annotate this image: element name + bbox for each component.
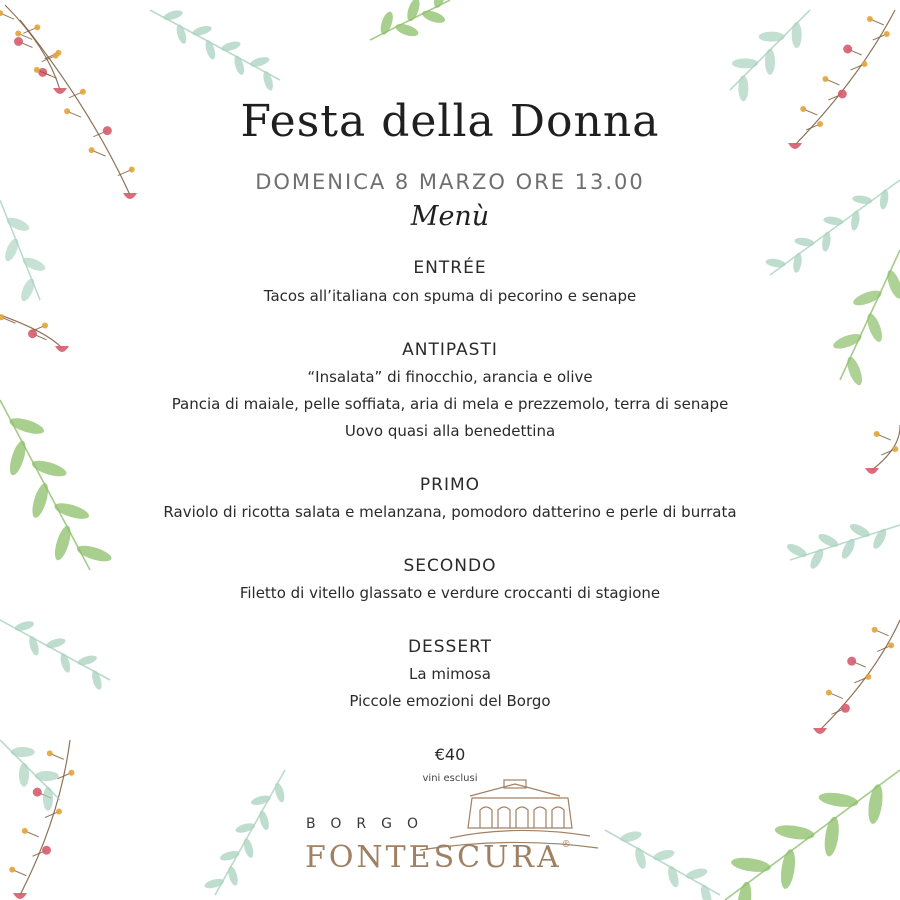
leaf-icon: [204, 39, 217, 60]
menu-item: Raviolo di ricotta salata e melanzana, pomodoro datterino e perle di burrata: [163, 503, 737, 521]
leaf-icon: [818, 791, 859, 810]
borgo-fontescura-logo: [300, 778, 600, 878]
flower-icon: [28, 329, 37, 338]
flower-icon: [53, 88, 67, 94]
brand-name: [305, 840, 571, 875]
leaf-icon: [226, 865, 239, 886]
leaf-icon: [732, 58, 758, 68]
leaf-icon: [817, 531, 841, 549]
bud-icon: [56, 809, 62, 815]
leaf-icon: [43, 787, 53, 811]
menu-item: La mimosa: [409, 665, 491, 683]
flower-icon: [843, 45, 852, 54]
flower-icon: [865, 468, 879, 474]
menu-item: Tacos all’italiana con spuma di pecorino e senape: [263, 287, 637, 305]
bud-icon: [867, 16, 873, 22]
leaf-icon: [235, 821, 256, 834]
bud-icon: [34, 24, 40, 30]
bud-icon: [15, 30, 21, 36]
leaf-icon: [405, 0, 422, 23]
leaf-icon: [759, 32, 785, 42]
leaf-icon: [203, 877, 224, 890]
bud-icon: [872, 627, 878, 633]
menu-item: “Insalata” di finocchio, arancia e olive: [307, 368, 593, 386]
flower-icon: [33, 788, 42, 797]
event-title: Festa della Donna: [240, 96, 660, 147]
bud-icon: [80, 89, 86, 95]
section-heading-dessert: DESSERT: [407, 637, 493, 657]
bud-icon: [9, 867, 15, 873]
leaf-icon: [765, 49, 775, 75]
bud-icon: [862, 61, 868, 67]
leaf-icon: [822, 816, 841, 857]
leaf-icon: [774, 823, 815, 842]
flower-icon: [42, 846, 51, 855]
leaf-icon: [730, 856, 771, 875]
section-heading-secondo: SECONDO: [403, 556, 497, 576]
leaf-icon: [14, 619, 35, 632]
bud-icon: [822, 76, 828, 82]
leaf-icon: [233, 55, 246, 76]
bud-icon: [42, 323, 48, 329]
menu-item: Pancia di maiale, pelle soffiata, aria di mela e prezzemolo, terra di senape: [171, 395, 729, 413]
leaf-icon: [258, 810, 271, 831]
leaf-icon: [864, 312, 885, 344]
leaf-icon: [779, 848, 798, 889]
bud-icon: [892, 446, 898, 452]
leaf-icon: [699, 883, 714, 900]
flower-icon: [14, 37, 23, 46]
leaf-icon: [792, 22, 802, 48]
leaf-icon: [821, 231, 832, 252]
leaf-icon: [866, 783, 885, 824]
bud-icon: [53, 53, 59, 59]
leaf-icon: [242, 837, 255, 858]
bud-icon: [0, 10, 3, 16]
brand-top-text: BORGO: [306, 816, 433, 832]
leaf-icon: [378, 10, 395, 36]
leaf-icon: [394, 22, 420, 39]
leaf-icon: [162, 8, 183, 21]
bud-icon: [22, 828, 28, 834]
bud-icon: [34, 67, 40, 73]
leaf-icon: [848, 521, 872, 539]
menu-item: Piccole emozioni del Borgo: [349, 692, 551, 710]
registered-mark: ®: [561, 840, 571, 850]
leaf-icon: [220, 40, 241, 53]
leaf-icon: [219, 849, 240, 862]
bud-icon: [884, 31, 890, 37]
branch-stem: [215, 770, 285, 895]
section-heading-antipasti: ANTIPASTI: [402, 340, 498, 360]
price: €40: [434, 745, 466, 764]
bud-icon: [89, 147, 95, 153]
branch-stem: [150, 10, 280, 80]
leaf-icon: [261, 70, 274, 91]
bud-icon: [0, 314, 5, 320]
leaf-icon: [250, 794, 271, 807]
brand-main-text: FONTESCURA: [305, 840, 562, 875]
leaf-icon: [619, 829, 643, 844]
section-heading-entree: ENTRÉE: [413, 258, 487, 278]
menu-item: Uovo quasi alla benedettina: [344, 422, 556, 440]
leaf-icon: [191, 24, 212, 37]
leaf-icon: [249, 55, 270, 68]
leaf-icon: [421, 8, 447, 25]
menu-label: Menù: [410, 201, 490, 232]
event-date: DOMENICA 8 MARZO ORE 13.00: [255, 170, 645, 194]
flower-icon: [813, 728, 827, 734]
leaf-icon: [666, 865, 681, 889]
price-note: vini esclusi: [422, 773, 478, 784]
flower-icon: [13, 893, 27, 899]
section-heading-primo: PRIMO: [419, 475, 481, 495]
leaf-icon: [794, 236, 815, 247]
leaf-icon: [633, 846, 648, 870]
leaf-icon: [685, 866, 709, 881]
leaf-icon: [652, 848, 676, 863]
leaf-icon: [871, 527, 889, 551]
leaf-icon: [175, 23, 188, 44]
leaf-icon: [7, 439, 29, 477]
menu-item: Filetto di vitello glassato e verdure croccanti di stagione: [239, 584, 661, 602]
leaf-icon: [273, 782, 286, 803]
